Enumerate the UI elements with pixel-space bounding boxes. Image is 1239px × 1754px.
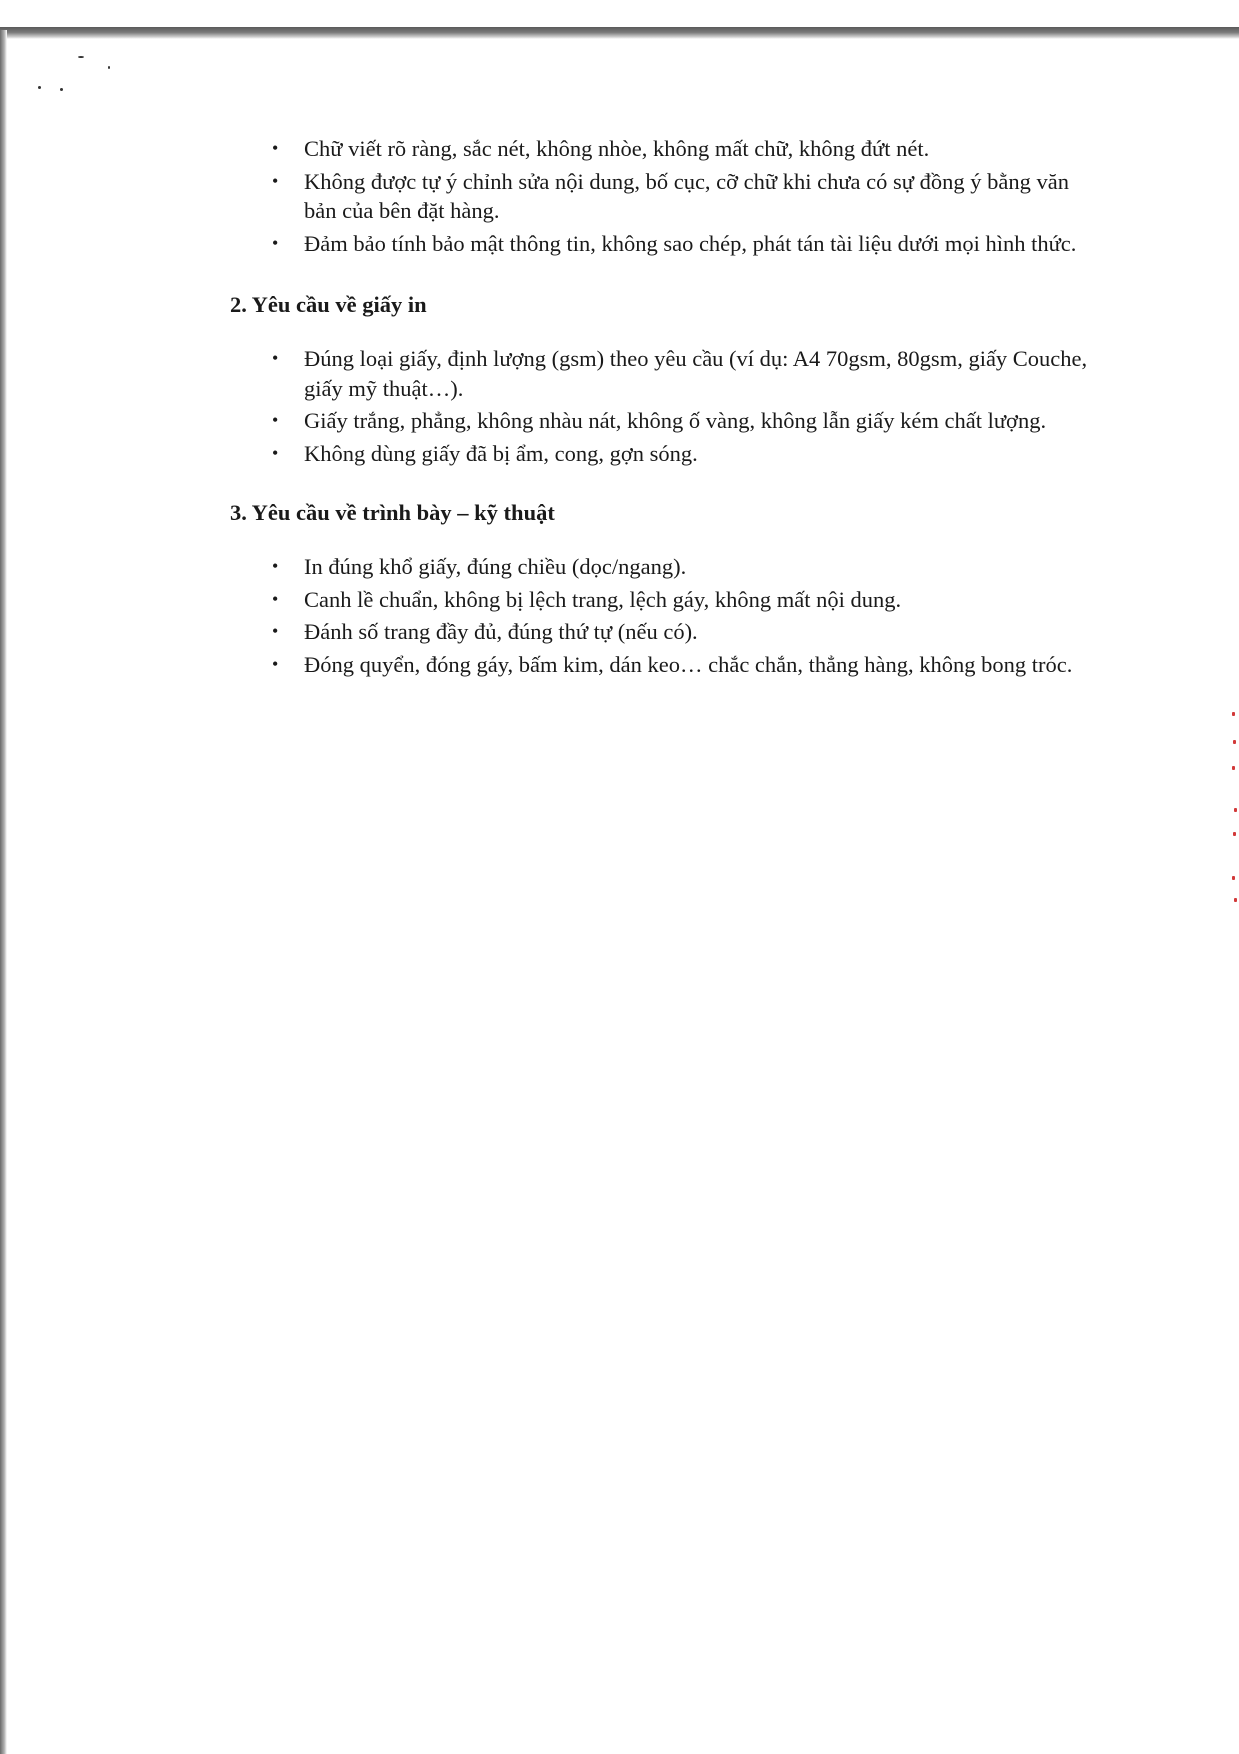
list-item: • Đóng quyển, đóng gáy, bấm kim, dán keo… chắc chắn, thẳng hàng, không bong tróc.	[270, 650, 1104, 680]
list-item: • Canh lề chuẩn, không bị lệch trang, lệch gáy, không mất nội dung.	[270, 585, 1104, 615]
scan-red-mark	[1233, 832, 1236, 836]
list-item: • Không được tự ý chỉnh sửa nội dung, bố cục, cỡ chữ khi chưa có sự đồng ý bằng văn bản của bên đặt hàng.	[270, 167, 1104, 226]
scan-red-mark	[1234, 808, 1237, 812]
document-body	[230, 134, 1130, 682]
scan-red-mark	[1232, 712, 1235, 716]
requirements-list-layout-technical	[230, 552, 1130, 679]
section-heading-paper: 2. Yêu cầu về giấy in	[230, 292, 427, 317]
list-item: • Đảm bảo tính bảo mật thông tin, không sao chép, phát tán tài liệu dưới mọi hình thức.	[270, 229, 1104, 259]
list-item: • Không dùng giấy đã bị ẩm, cong, gợn sóng.	[270, 439, 1104, 469]
scan-speck	[38, 86, 41, 89]
scan-speck	[60, 88, 63, 91]
requirements-list-text-quality	[230, 134, 1130, 258]
scan-speck	[78, 56, 84, 58]
list-item: • Chữ viết rõ ràng, sắc nét, không nhòe, không mất chữ, không đứt nét.	[270, 134, 1104, 164]
list-item: • Đúng loại giấy, định lượng (gsm) theo yêu cầu (ví dụ: A4 70gsm, 80gsm, giấy Couche, giấy mỹ thuật…).	[270, 344, 1104, 403]
list-item: • In đúng khổ giấy, đúng chiều (dọc/ngang).	[270, 552, 1104, 582]
requirements-list-paper	[230, 344, 1130, 468]
list-item: • Giấy trắng, phẳng, không nhàu nát, không ố vàng, không lẫn giấy kém chất lượng.	[270, 406, 1104, 436]
list-item: • Đánh số trang đầy đủ, đúng thứ tự (nếu có).	[270, 617, 1104, 647]
scan-left-edge	[0, 30, 7, 1754]
scan-red-mark	[1233, 740, 1236, 744]
scan-red-mark	[1234, 898, 1237, 902]
scan-red-mark	[1232, 766, 1235, 770]
scan-top-edge	[0, 27, 1239, 39]
scan-speck	[108, 66, 110, 69]
scan-red-mark	[1232, 876, 1235, 880]
section-heading-layout-technical: 3. Yêu cầu về trình bày – kỹ thuật	[230, 500, 555, 525]
